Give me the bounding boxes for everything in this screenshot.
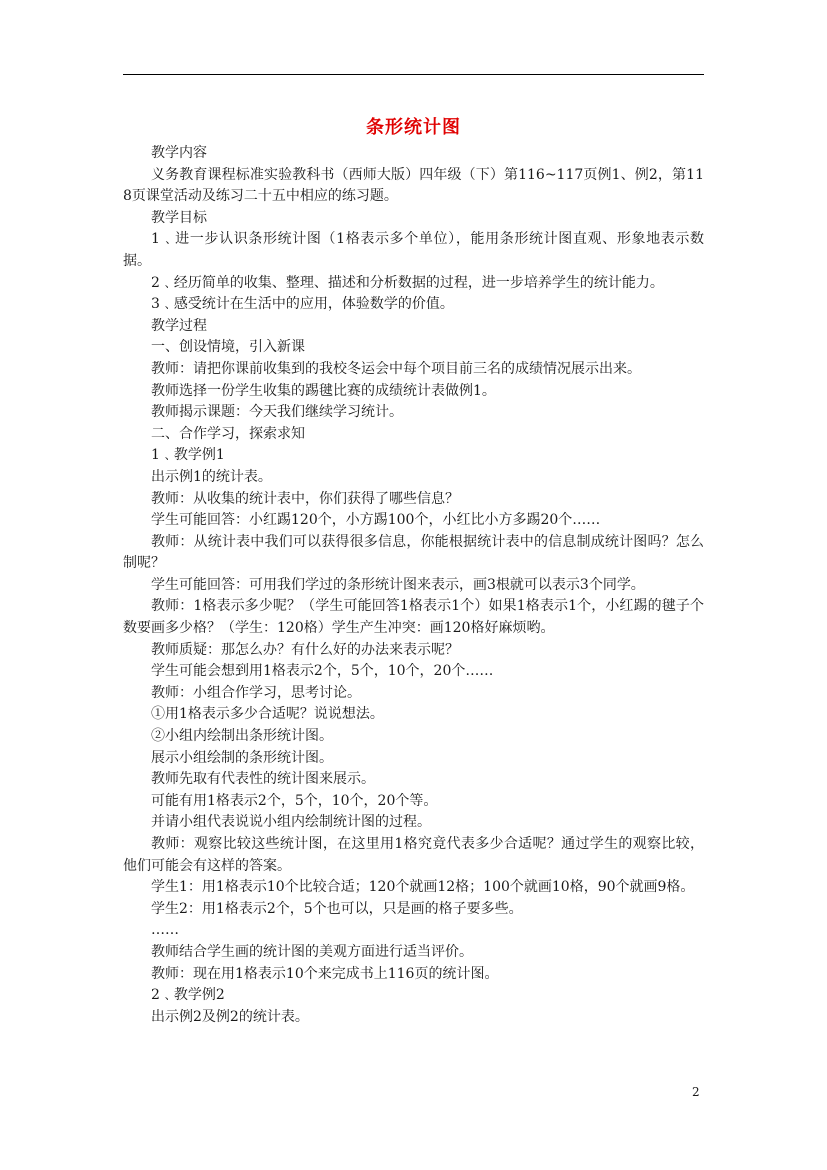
paragraph: 教师先取有代表性的统计图来展示。 [151, 771, 375, 788]
document-title: 条形统计图 [366, 117, 461, 138]
paragraph: 教师：现在用1格表示10个来完成书上116页的统计图。 [151, 965, 499, 982]
paragraph: 学生2：用1格表示2个，5个也可以，只是画的格子要多些。 [151, 900, 523, 917]
paragraph: 教师选择一份学生收集的踢毽比赛的成绩统计表做例1。 [151, 382, 496, 399]
paragraph: 教师：请把你课前收集到的我校冬运会中每个项目前三名的成绩情况展示出来。 [151, 360, 641, 377]
paragraph: 教师结合学生画的统计图的美观方面进行适当评价。 [151, 943, 473, 960]
paragraph: 二、合作学习，探索求知 [151, 425, 305, 442]
paragraph: ②小组内绘制出条形统计图。 [151, 728, 333, 745]
paragraph: 教师质疑：那怎么办？有什么好的办法来表示呢？ [151, 641, 459, 658]
paragraph: 可能有用1格表示2个，5个，10个，20个等。 [151, 792, 438, 809]
paragraph: ①用1格表示多少合适呢？说说想法。 [151, 706, 384, 723]
paragraph: 教学目标 [151, 209, 207, 226]
paragraph: 3﹑感受统计在生活中的应用，体验数学的价值。 [151, 296, 454, 313]
paragraph: 1﹑进一步认识条形统计图（1格表示多个单位），能用条形统计图直观、形象地表示数据。 [123, 231, 704, 269]
page-number: 2 [692, 1085, 700, 1099]
paragraph: 学生可能回答：可用我们学过的条形统计图来表示，画3根就可以表示3个同学。 [151, 576, 645, 593]
paragraph: 教师：1格表示多少呢？（学生可能回答1格表示1个）如果1格表示1个，小红踢的毽子个数要画多少格？（学生：120格）学生产生冲突：画120格好麻烦哟。 [123, 598, 704, 637]
paragraph: 一、创设情境，引入新课 [151, 339, 305, 356]
paragraph: 教师：观察比较这些统计图，在这里用1格究竟代表多少合适呢？通过学生的观察比较，他们可能会有这样的答案。 [123, 836, 704, 874]
paragraph: 义务教育课程标准实验教科书（西师大版）四年级（下）第116~117页例1、例2，第118页课堂活动及练习二十五中相应的练习题。 [123, 166, 704, 205]
paragraph: 教师：小组合作学习，思考讨论。 [151, 684, 361, 701]
header-rule [123, 74, 704, 75]
paragraph: 2﹑经历简单的收集、整理、描述和分析数据的过程，进一步培养学生的统计能力。 [151, 274, 664, 291]
paragraph: 1﹑教学例1 [151, 447, 225, 464]
paragraph: 学生可能会想到用1格表示2个，5个，10个，20个…… [151, 663, 494, 680]
paragraph: 教师揭示课题：今天我们继续学习统计。 [151, 404, 403, 421]
paragraph: 学生可能回答：小红踢120个，小方踢100个，小红比小方多踢20个…… [151, 512, 601, 529]
paragraph: 教师：从收集的统计表中，你们获得了哪些信息？ [151, 490, 459, 507]
paragraph: 出示例2及例2的统计表。 [151, 1008, 309, 1025]
paragraph: 2﹑教学例2 [151, 987, 225, 1004]
paragraph: 教学过程 [151, 317, 207, 334]
paragraph: 展示小组绘制的条形统计图。 [151, 749, 333, 766]
paragraph: …… [151, 922, 179, 939]
paragraph: 学生1：用1格表示10个比较合适；120个就画12格；100个就画10格，90个就画9格。 [151, 879, 695, 896]
paragraph: 并请小组代表说说小组内绘制统计图的过程。 [151, 814, 431, 831]
paragraph: 教师：从统计表中我们可以获得很多信息，你能根据统计表中的信息制成统计图吗？怎么制呢？ [123, 533, 704, 572]
document-body [123, 143, 704, 1028]
paragraph: 教学内容 [151, 145, 207, 161]
paragraph: 出示例1的统计表。 [151, 468, 272, 485]
